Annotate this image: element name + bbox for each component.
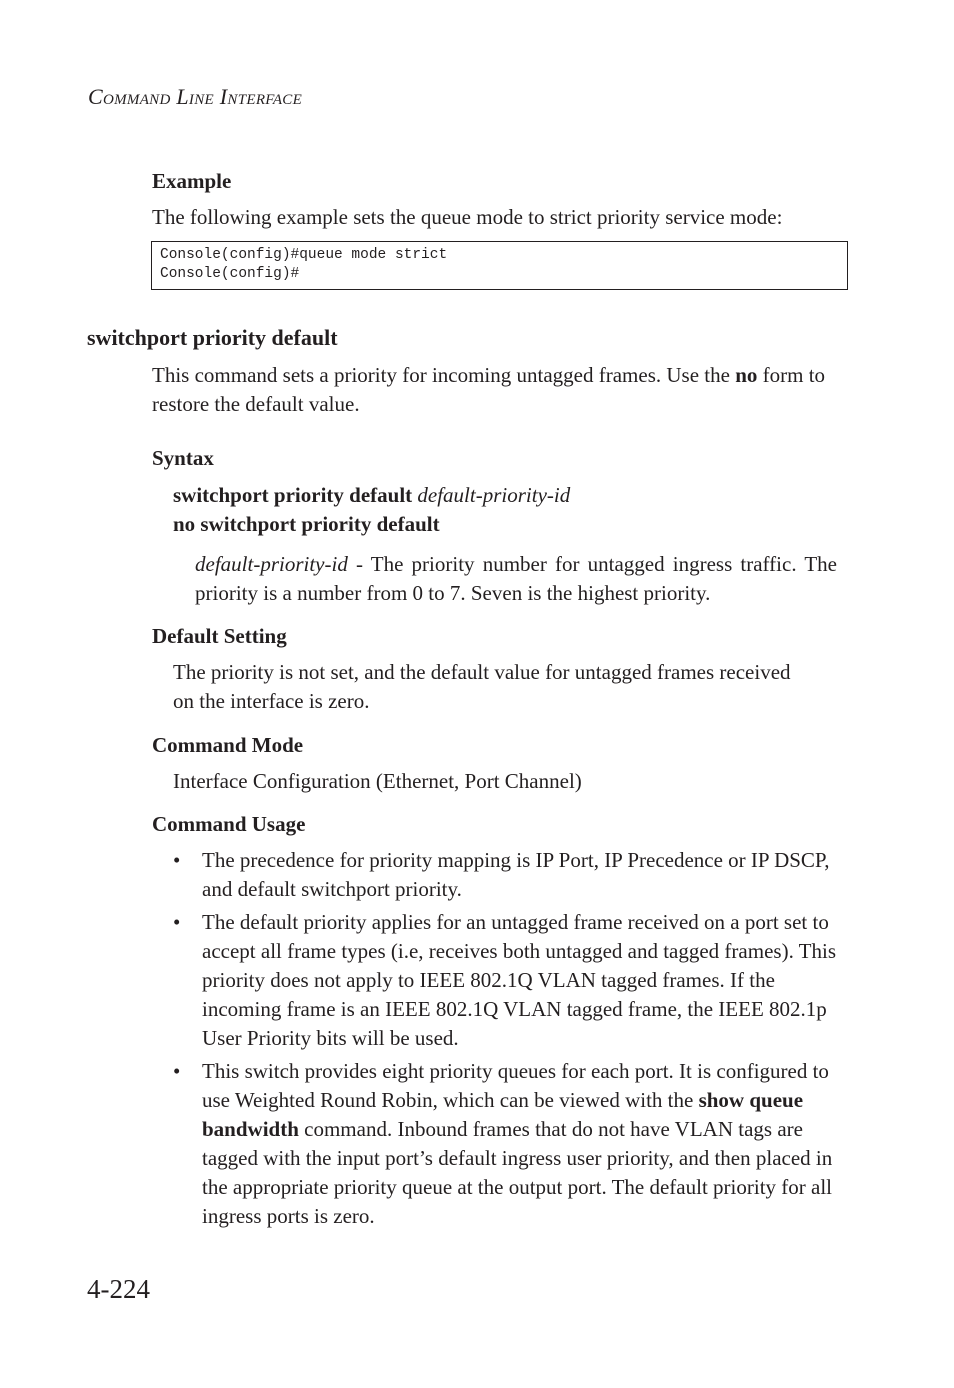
bullet-text: The default priority applies for an untagged frame received on a port set to accept all frame types (i.e, receives both untagged and tagged frames). This priority does not apply to IEEE 802.1Q VLAN tagged frames. If the incoming frame is an IEEE 802.1Q VLAN tagged frame, the IEEE 802.1p User Priority bits will be used. [202, 910, 837, 1050]
example-intro: The following example sets the queue mode to strict priority service mode: [152, 205, 783, 229]
command-usage-list [173, 846, 849, 1235]
bullet-text-1: This switch provides eight priority queues for each port. It is configured to use Weighted Round Robin, which can be viewed with the [202, 1059, 829, 1112]
description-no-keyword: no [735, 363, 758, 387]
description-text-1: This command sets a priority for incoming untagged frames. Use the [152, 363, 736, 387]
bullet-symbol: • [173, 848, 181, 872]
syntax-line-2: no switchport priority default [173, 512, 440, 536]
command-mode-heading: Command Mode [152, 733, 304, 757]
bullet-text-2: command. Inbound frames that do not have VLAN tags are tagged with the input port’s default ingress user priority, and then placed in the appropriate priority queue at the output port. The default priority for all ingress ports is zero. [202, 1117, 833, 1228]
page-number: 4-224 [87, 1274, 150, 1304]
bullet-command-keyword: show queue bandwidth [202, 1088, 804, 1141]
parameter-text: - The priority number for untagged ingress traffic. The priority is a number from 0 to 7. Seven is the highest priority. [195, 552, 837, 605]
example-heading: Example [152, 169, 232, 193]
default-setting-text: The priority is not set, and the default value for untagged frames received on the interface is zero. [173, 660, 791, 713]
command-description [152, 361, 832, 419]
list-item [173, 846, 849, 904]
code-line-2: Console(config)# [160, 266, 300, 282]
bullet-symbol: • [173, 910, 181, 934]
syntax-command: switchport priority default [173, 483, 413, 507]
list-item [173, 1057, 849, 1231]
running-header: Command Line Interface [88, 84, 303, 109]
command-title: switchport priority default [87, 325, 338, 350]
syntax-parameter: default-priority-id [417, 483, 571, 507]
syntax-heading: Syntax [152, 446, 214, 470]
bullet-symbol: • [173, 1059, 181, 1083]
syntax-line-1 [173, 481, 570, 510]
code-example [151, 241, 848, 290]
command-mode-text: Interface Configuration (Ethernet, Port Channel) [173, 769, 582, 793]
code-line-1: Console(config)#queue mode strict [160, 247, 448, 263]
list-item [173, 908, 849, 1053]
command-usage-heading: Command Usage [152, 812, 306, 836]
parameter-name: default-priority-id [195, 552, 348, 576]
default-setting-heading: Default Setting [152, 624, 287, 648]
description-text-2: form to restore the default value. [152, 363, 826, 416]
parameter-description [195, 550, 837, 608]
bullet-text: The precedence for priority mapping is IP Port, IP Precedence or IP DSCP, and default switchport priority. [202, 848, 830, 901]
